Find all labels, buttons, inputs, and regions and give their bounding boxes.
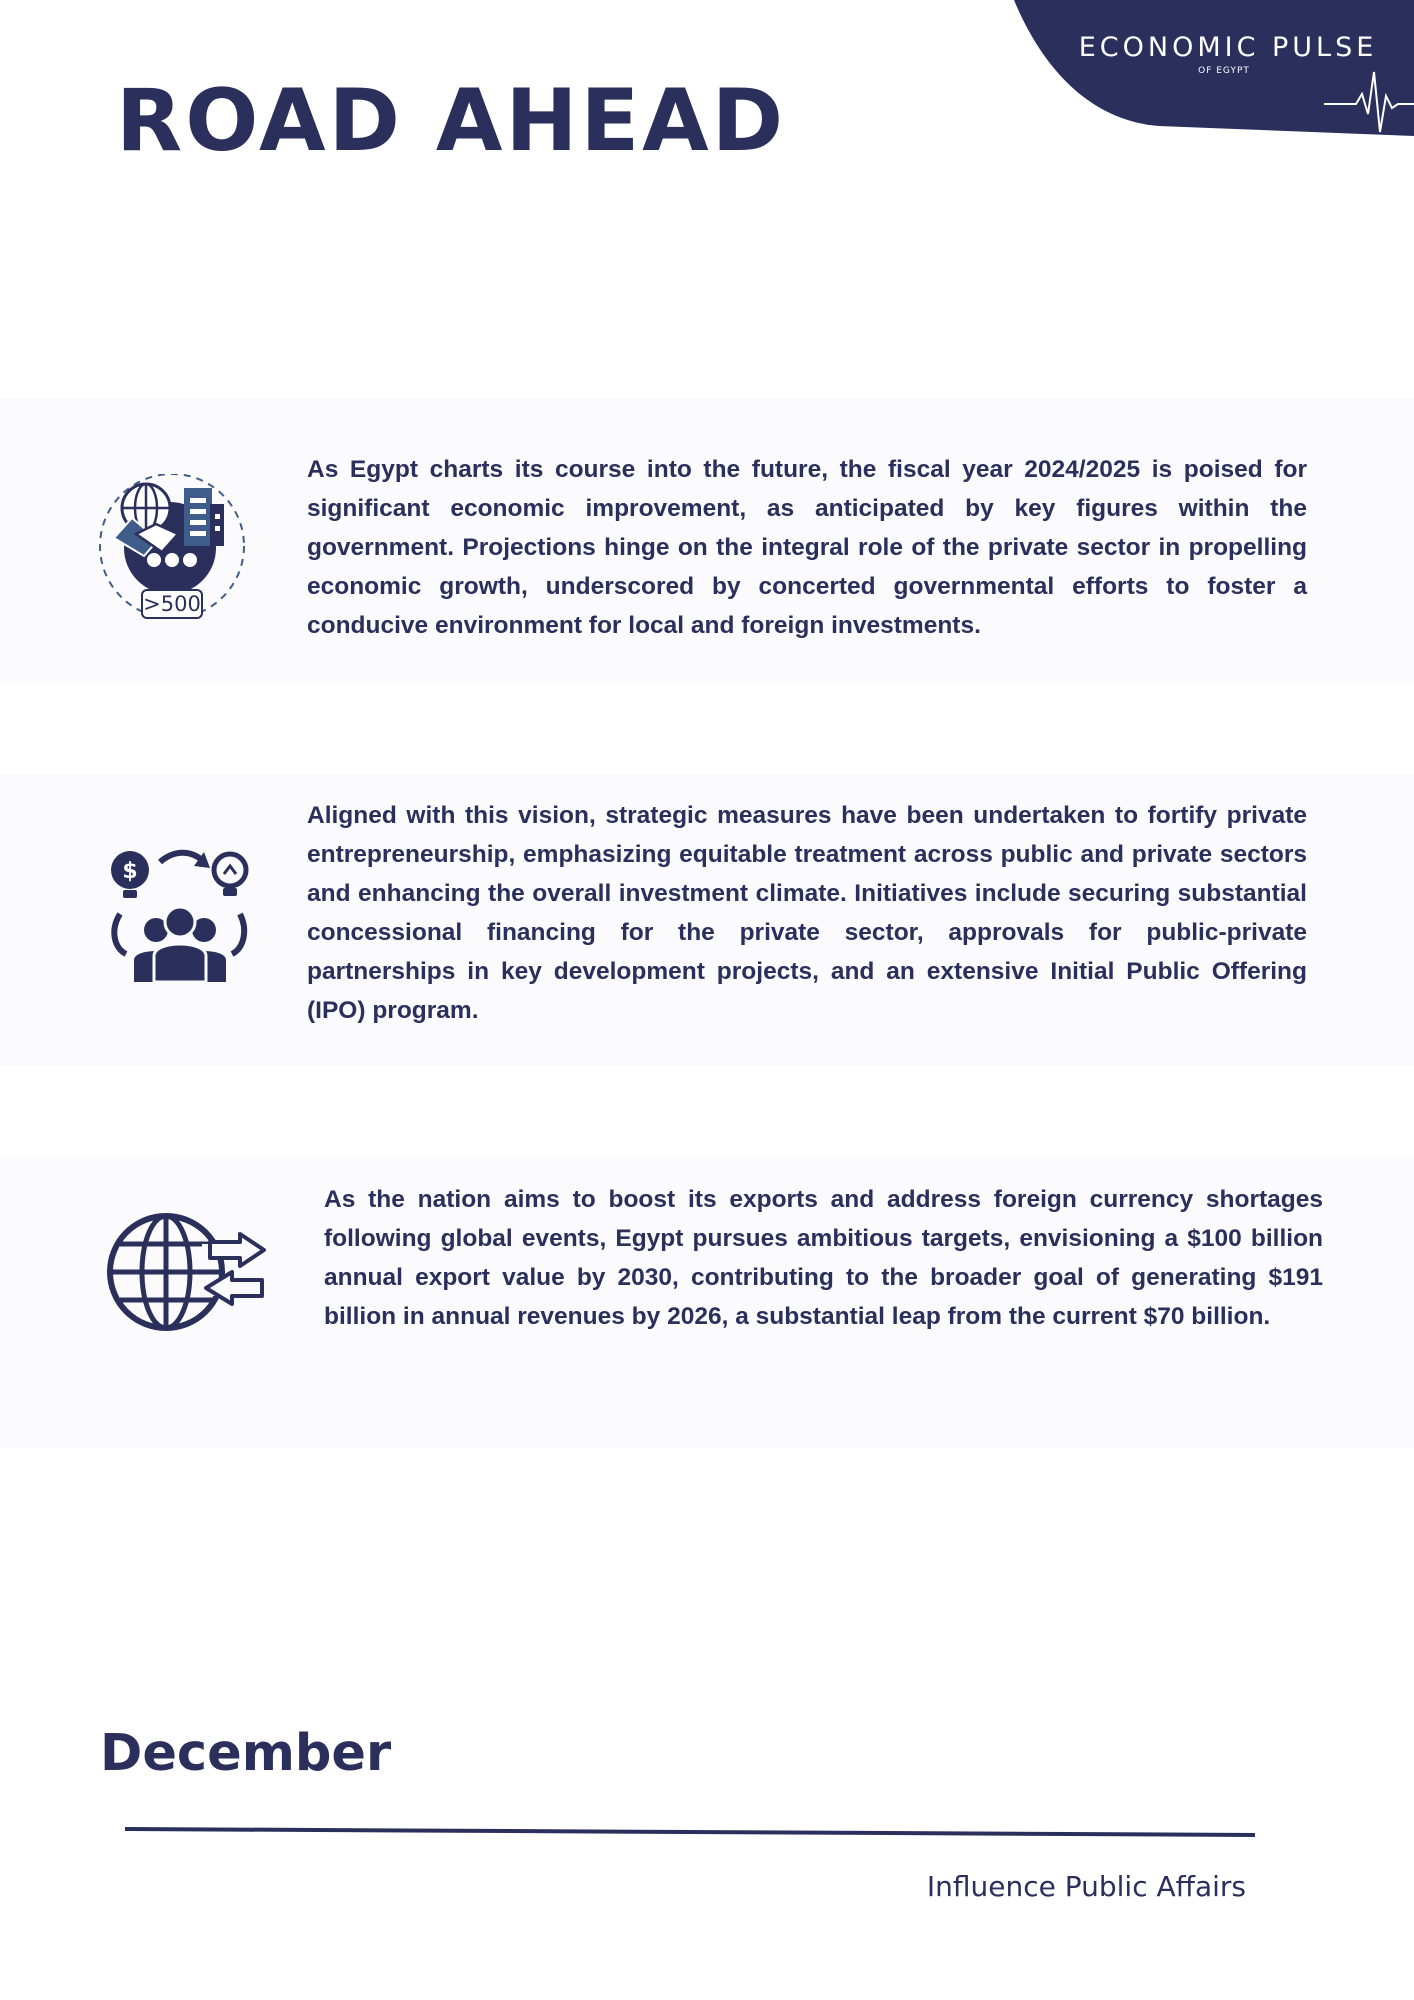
section-exports <box>0 1156 1414 1448</box>
investment-handshake-icon <box>96 474 248 631</box>
footer-organization: Influence Public Affairs <box>926 1870 1246 1903</box>
global-trade-icon <box>106 1210 268 1339</box>
brand-title: ECONOMIC PULSE <box>1078 32 1378 63</box>
pulse-line-icon <box>1324 66 1414 136</box>
section-investment <box>0 398 1414 684</box>
entrepreneurship-team-icon <box>106 844 250 993</box>
brand-subtitle: OF EGYPT <box>1198 66 1250 76</box>
page-title: ROAD AHEAD <box>116 71 787 171</box>
section-exports-text: As the nation aims to boost its exports and address foreign currency shortages following global events, Egypt pursues ambitious targets, envisioning a $100 billion annual export value by 2030, contributing to the broader goal of generating $191 billion in annual revenues by 2026, a substantial leap from the current $70 billion. <box>324 1186 1323 1330</box>
footer-month: December <box>100 1724 392 1783</box>
icon-badge-label: >500 <box>143 592 201 616</box>
section-entrepreneurship-text: Aligned with this vision, strategic measures have been undertaken to fortify private entrepreneurship, emphasizing equitable treatment across public and private sectors and enhancing the overall investment climate. Initiatives include securing substantial concessional financing for the private sector, approvals for public-private partnerships in key development projects, and an extensive Initial Public Offering (IPO) program. <box>307 802 1307 1024</box>
section-investment-text: As Egypt charts its course into the future, the fiscal year 2024/2025 is poised for significant economic improvement, as anticipated by key figures within the government. Projections hinge on the integral role of the private sector in propelling economic growth, underscored by concerted governmental efforts to foster a conducive environment for local and foreign investments. <box>307 456 1307 639</box>
svg-text:$: $ <box>122 859 138 884</box>
footer-divider <box>125 1826 1257 1838</box>
section-entrepreneurship <box>0 774 1414 1066</box>
